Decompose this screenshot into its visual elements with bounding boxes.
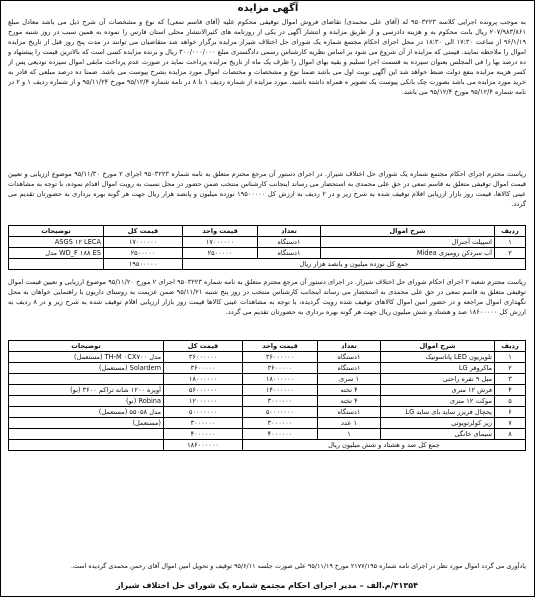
- table2-cell-qty: ۱ عدد: [318, 418, 381, 429]
- table2-cell-item: زیر کولرتویوتی: [381, 418, 495, 429]
- footnote-paragraph: یادآوری می گردد اموال مورد نظر در اجرای نامه شماره ۲۱۷۷/۱۹۵ مورخ ۹۵/۱۱/۱۹ علی صورت جلسه ۹۵/۶/۱۱ توقیف و تحویل امین اموال آقای رحمن محمدی گردیده است.: [70, 562, 526, 570]
- table2-cell-qty: ۱دستگاه: [318, 352, 381, 363]
- items-table-2: [8, 340, 526, 451]
- table2-cell-qty: ۱ سری: [318, 374, 381, 385]
- table2-cell-desc: آویزه ۱۲۰۰ شانه تراکم ۳۶۰۰ (نو): [9, 385, 164, 396]
- table2-cell-item: موکت ۱۲ متری: [381, 396, 495, 407]
- table2-cell-unit: ۳۰۰۰۰۰۰: [243, 396, 318, 407]
- table2-cell-qty: ۴ تخته: [318, 385, 381, 396]
- table2-cell-unit: ۳۶۰۰۰۰۰: [243, 363, 318, 374]
- table1-header-idx: ردیف: [495, 226, 526, 237]
- table1-row: [9, 248, 526, 259]
- signature-line: ۳۱۳۵۴/م.الف – مدیر اجرای احکام مجتمع شماره یک شورای حل اختلاف شیراز: [116, 581, 418, 590]
- table1-total-label: جمع کل نوزده میلیون و پانصد هزار ریال: [183, 259, 526, 270]
- table1-total-empty: [9, 259, 104, 270]
- table2-cell-unit: ۱۸۰۰۰۰۰۰: [243, 374, 318, 385]
- table2-cell-qty: ۱دستگاه: [318, 407, 381, 418]
- table2-cell-item: مبل ۹ نفره راحتی: [381, 374, 495, 385]
- table2-cell-desc: Robina (نو): [9, 396, 164, 407]
- table2-cell-idx: ۲: [495, 363, 526, 374]
- table1-cell-idx: ۱: [495, 237, 526, 248]
- table1-cell-unit: ۲۵۰۰۰۰۰: [183, 248, 258, 259]
- table2-cell-desc: [9, 374, 164, 385]
- table1-header-desc: توضیحات: [9, 226, 104, 237]
- table2-total-value: ۱۸۶۰۰۰۰۰۰: [164, 440, 243, 451]
- signatory: مدیر اجرای احکام مجتمع شماره یک شورای حل اختلاف شیراز: [116, 581, 357, 590]
- table2-cell-idx: ۷: [495, 418, 526, 429]
- table2-cell-desc: Solardem (مستعمل): [9, 363, 164, 374]
- table2-cell-total: ۳۶۰۰۰۰۰۰: [164, 352, 243, 363]
- table2-cell-desc: مدل ۵۵۰۵۸ (مستعمل): [9, 407, 164, 418]
- table2-cell-unit: ۳۰۰۰۰۰۰: [243, 418, 318, 429]
- table1-cell-unit: ۱۷۰۰۰۰۰۰: [183, 237, 258, 248]
- table2-cell-total: ۵۶۰۰۰۰۰۰: [164, 385, 243, 396]
- table1-row: [9, 237, 526, 248]
- table1-total-row: [9, 259, 526, 270]
- table2-cell-idx: ۴: [495, 385, 526, 396]
- table2-cell-desc: [9, 429, 164, 440]
- table1-cell-item: آب سردکن رومیزی Midea: [321, 248, 495, 259]
- table2-cell-idx: ۳: [495, 374, 526, 385]
- table2-header-qty: تعداد: [318, 341, 381, 352]
- table2-row: [9, 374, 526, 385]
- table2-cell-unit: ۵۰۰۰۰۰۰۰: [243, 407, 318, 418]
- table2-cell-item: سیمای خانگی: [381, 429, 495, 440]
- table2-row: [9, 396, 526, 407]
- table2-row: [9, 429, 526, 440]
- section1-paragraph: ریاست محترم اجرای احکام مجتمع شماره یک شورای حل اختلاف شیراز. در اجرای دستور آن مرجع محترم متعلق به نامه شماره ۹۵۰۳۲۲۳ اجرای ۲ مورخ ۹۵/۱۱/۳۰ موضوع ارزیابی و تعیین قیمت اموال توقیفی متعلق به قاسم تمعی در حق علی محمدی به استحضار می رساند اینجانب کارشناس منتخب ضمن حضور در محل نسبت به رویت اموال اقدام نموده، با توجه به مشاهدات عینی کالاها، قیمت روز بازار ارزیابی اقلام توقیف شده به شرح زیر و در ۲ ردیف به ارزش کل ۱۹۵۰۰۰۰۰ نوزده میلیون و پانصد هزار ریال جهت هر گونه بهره برداری به حضورتان تقدیم می گردد.: [8, 170, 526, 208]
- table2-cell-idx: ۶: [495, 407, 526, 418]
- table2-cell-qty: ۱: [318, 429, 381, 440]
- table1-header-unit: قیمت واحد: [183, 226, 258, 237]
- table2-row: [9, 352, 526, 363]
- table2-header-desc: توضیحات: [9, 341, 164, 352]
- table2-cell-item: یخچال فریزر ساید بای ساید LG: [381, 407, 495, 418]
- table2-cell-idx: ۸: [495, 429, 526, 440]
- table1-cell-desc: ASGS ۱۲ LECA: [9, 237, 104, 248]
- table1-cell-qty: ۱دستگاه: [258, 248, 321, 259]
- table2-header-row: [9, 341, 526, 352]
- table1-header-item: شرح اموال: [321, 226, 495, 237]
- table1-total-value: ۱۹۵۰۰۰۰۰: [104, 259, 183, 270]
- table2-cell-item: تلویزیون LED پاناسونیک: [381, 352, 495, 363]
- table2-cell-total: ۳۶۰۰۰۰۰: [164, 363, 243, 374]
- table2-total-row: [9, 440, 526, 451]
- table2-cell-unit: ۴۰۰۰۰۰۰: [243, 429, 318, 440]
- table2-cell-item: ماکروفر LG: [381, 363, 495, 374]
- table2-header-idx: ردیف: [495, 341, 526, 352]
- table2-total-empty: [9, 440, 164, 451]
- table2-cell-qty: ۴ تخته: [318, 396, 381, 407]
- intro-paragraph: به موجب پرونده اجرایی کلاسه ۹۵۰۳۲۲۳ له (آقای علی محمدی) تقاضای فروش اموال توقیفی محکوم علیه (آقای قاسم تمعی) که نوع و مشخصات آن شرح ذیل می باشد معادل مبلغ ۲۰۷/۹۸۳/۸۶۱ ریال بابت محکوم به و هزینه دادرسی و از طریق مزایده و انتشار آگهی در یکی از روزنامه های کثیرالانتشار محلی استان فارس را نموده به همین سبب در روز شنبه مورخ ۹۶/۱/۱۹ از ساعت ۱۷:۳۰ الی ۱۸:۳۰ در محل اجرای احکام مجتمع شماره یک شورای حل اختلاف شیراز مزایده برگزار خواهد شد متقاضیان می توانند در مدت پنج روز قبل از تاریخ مزایده اموال را ملاحظه نمایند. قیمتی که مزایده از آن شروع می شود بر اساس نظریه کارشناس رسمی دادگستری مبلغ ۳۰۰/۰۰۰/۰۰۰ ریال و برنده مزایده کسی است که بالاترین قیمت را پیشنهاد و ده درصد بها را فی المجلس بعنوان سپرده به قسمت اجرا تسلیم و بقیه بهای اموال را ظرف یک ماه از تاریخ مزایده پرداخت نماید در صورت عدم پرداخت مابقی اموال سپرده تودیعی پس از کسر هزینه مزایده بنفع دولت ضبط خواهد شد این آگهی نوبت اول می باشد ضمنا نوع و مشخصات و مختصات اموال مورد مزایده بشرح پیوست می باشد. ضمنا ده درصد مبلغی که قادر به خرید مورد مزایده می باشد بصورت چک بانکی پیوست یک تصویر ه همراه داشته باشید. مورد مزایده از شماره ردیف ۱ تا ۸ در نامه شماره ۹۵/۱۲/۴ مورخ ۹۵/۱۱/۲۴ و از شماره ردیف ۱ و ۲ در نامه شماره ۹۵/۱۲/۴ مورخ ۹۵/۱۲/۴ می باشد.: [8, 18, 526, 96]
- table1-cell-qty: ۱دستگاه: [258, 237, 321, 248]
- reference-number: ۳۱۳۵۴/م.الف: [366, 581, 418, 590]
- table2-cell-qty: ۱دستگاه: [318, 363, 381, 374]
- table2-cell-item: فرش ۱۲ متری: [381, 385, 495, 396]
- table1-cell-idx: ۲: [495, 248, 526, 259]
- table2-cell-total: ۱۲۰۰۰۰۰۰: [164, 396, 243, 407]
- table1-cell-item: اسپیلت آجنرال: [321, 237, 495, 248]
- items-table-1: [8, 225, 526, 270]
- table2-header-unit: قیمت واحد: [243, 341, 318, 352]
- table2-cell-idx: ۵: [495, 396, 526, 407]
- table2-row: [9, 385, 526, 396]
- table2-row: [9, 407, 526, 418]
- table2-row: [9, 363, 526, 374]
- table2-cell-idx: ۱: [495, 352, 526, 363]
- table2-cell-unit: ۳۶۰۰۰۰۰۰: [243, 352, 318, 363]
- table1-cell-total: ۲۵۰۰۰۰۰: [104, 248, 183, 259]
- table1-cell-total: ۱۷۰۰۰۰۰۰: [104, 237, 183, 248]
- table1-cell-desc: WD_F ۱۸۸ ES مدل: [9, 248, 104, 259]
- table2-cell-desc: (مستعمل): [9, 418, 164, 429]
- table2-cell-total: ۳۰۰۰۰۰۰: [164, 418, 243, 429]
- table2-header-total: قیمت کل: [164, 341, 243, 352]
- table1-header-qty: تعداد: [258, 226, 321, 237]
- table2-header-item: شرح اموال: [381, 341, 495, 352]
- table2-cell-total: ۵۰۰۰۰۰۰۰: [164, 407, 243, 418]
- table2-cell-total: ۴۰۰۰۰۰۰: [164, 429, 243, 440]
- table2-total-label: جمع کل صد و هشتاد و شش میلیون ریال: [243, 440, 526, 451]
- section2-paragraph: ریاست محترم شعبه ۲ اجرای احکام شورای حل اختلاف شیراز. در اجرای دستور آن مرجع محترم متعلق به نامه شماره ۹۵۰۳۲۲۳ اجرای ۲ مورخ ۹۵/۱۱/۲۰ موضوع ارزیابی و تعیین قیمت اموال توقیفی متعلق به قاسم تمعی در حق علی محمدی به استحضار می رساند اینجانب کارشناس منتخب در روز پنج شنبه ۹۵/۱۱/۲۱ ضمن عزیمت به روستای داریون با راهنمایی خواهان به محل نگهداری اموال مراجعه و در حضور امین اموال کالاهای توقیف شده رویت گردیده، با توجه به مشاهدات عینی کالاها قیمت روز بازار ارزیابی اقلام توقیف شده به شرح زیر و در ۸ ردیف به ارزش کل ۱۸۶۰۰۰۰۰ صد و هشتاد و شش میلیون ریال جهت هر گونه بهره برداری به حضورتان تقدیم می گردد.: [8, 278, 526, 316]
- document-title: آگهی مزایده: [237, 3, 299, 14]
- table2-row: [9, 418, 526, 429]
- table1-header-total: قیمت کل: [104, 226, 183, 237]
- table2-cell-desc: مدل TH-M ۰CX۷۰۰ (مستعمل): [9, 352, 164, 363]
- table2-cell-total: ۱۸۰۰۰۰۰۰: [164, 374, 243, 385]
- table1-header-row: [9, 226, 526, 237]
- table2-cell-unit: ۱۴۰۰۰۰۰۰: [243, 385, 318, 396]
